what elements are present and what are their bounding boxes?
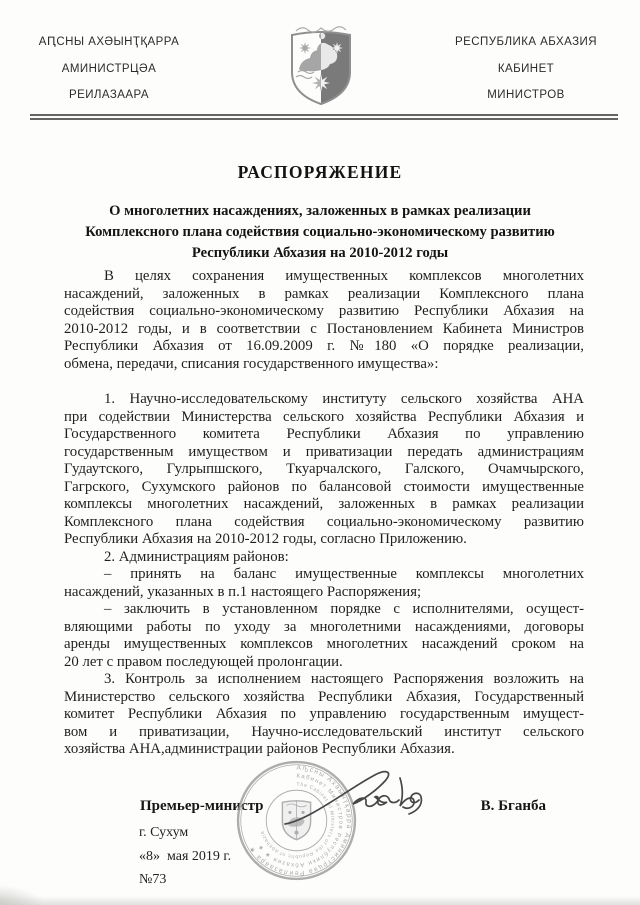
seal-outer-ring-text: Аҧсны Ахәынҭқарра Аминистрцәа Реилазаара ★: [247, 764, 353, 877]
text-line: МИНИСТРОВ: [487, 89, 565, 101]
text-line: Комплексного плана содействия социально-экономическому развитию: [64, 513, 584, 530]
signature-icon: [281, 766, 449, 830]
header-russian: [446, 29, 606, 109]
text-line: хозяйства АНА,администрации районов Республики Абхазия.: [64, 741, 455, 757]
text-line: 3. Контроль за исполнением настоящего Распоряжения возложить на: [104, 671, 584, 687]
text-line: Гудаутского, Гулрыпшского, Ткуарчалского, Галского, Очамчырского,: [64, 461, 584, 477]
text-line: – принять на баланс имущественные комплексы многолетних: [104, 566, 584, 582]
text-line: В целях сохранения имущественных комплексов многолетних: [104, 268, 584, 284]
header-abkhazian: [22, 29, 196, 109]
doc-title: РАСПОРЯЖЕНИЕ: [237, 162, 403, 182]
paragraph-preamble: [64, 268, 584, 373]
doc-body: [64, 268, 584, 759]
text-line: насаждений, указанных в п.1 настоящего Распоряжения;: [64, 583, 422, 600]
text-line: 20 лет с правом последующей пролонгации.: [64, 653, 343, 670]
text-line: Комплексного плана содействия социально-экономическому развитию: [85, 224, 555, 240]
text-line: 1. Научно-исследовательскому институту сельского хозяйства АНА: [104, 391, 584, 407]
paragraph-item-3: [64, 671, 584, 759]
text-line: АԤСНЫ АХӘЫНҬҚАРРА: [38, 36, 180, 48]
text-line: комплексы многолетних насаждений, заложенных в рамках реализации: [64, 496, 584, 512]
place-line: г. Сухум: [139, 825, 189, 840]
text-line: Государственного комитета Республики Абхазия по управлению: [64, 426, 584, 442]
text-line: Республики Абхазия на 2010-2012 годы, согласно Приложению.: [64, 531, 467, 547]
signatory-name: В. Бганба: [480, 798, 546, 814]
date-line: «8» мая 2019 г.: [139, 848, 232, 864]
text-line: содействия социально-экономическому развитию Республики Абхазия на: [64, 303, 584, 319]
paragraph-item-2: [64, 549, 584, 672]
seal-inner-ring-text: The Cabinet of Ministers of the Republic of Abkhazia: [259, 781, 336, 860]
text-line: – заключить в установленном порядке с исполнителями, осущест-: [104, 601, 584, 617]
text-line: О многолетних насаждениях, заложенных в рамках реализации: [109, 203, 531, 219]
text-line: государственным имуществом и приватизации передать администрациям: [64, 443, 584, 460]
text-line: Министерство сельского хозяйства Республики Абхазия, Государственный: [64, 688, 584, 705]
text-line: 2. Администрациям районов:: [104, 548, 289, 565]
text-line: 2010-2012 годы, и в соответствии с Постановлением Кабинета Министров: [64, 320, 584, 337]
text-line: КАБИНЕТ: [497, 62, 555, 75]
text-line: АМИНИСТРЦӘА: [61, 62, 157, 75]
scan-edge-shadow: [0, 896, 640, 905]
text-line: насаждений, заложенных в рамках реализации Комплексного плана: [64, 285, 584, 302]
signatory-role: Премьер-министр: [140, 798, 264, 814]
text-line: Гагрского, Сухумского районов по балансовой стоимости имущественные: [64, 478, 584, 495]
text-line: обмена, передачи, списания государственного имущества»:: [64, 355, 439, 372]
paragraph-item-1: [64, 391, 584, 549]
number-line: №73: [139, 872, 167, 887]
text-line: при содействии Министерства сельского хозяйства Республики Абхазия и: [64, 408, 584, 425]
text-line: комитет Республики Абхазия по управлению государственным имущест-: [64, 706, 584, 722]
scan-corner-smudge: [0, 885, 44, 905]
header-divider: [30, 114, 618, 120]
text-line: РЕИЛАЗААРА: [68, 89, 150, 101]
text-line: аренды имущественных комплексов многолетних насаждений сроком на: [64, 636, 584, 652]
text-line: РЕСПУБЛИКА АБХАЗИЯ: [455, 36, 597, 48]
text-line: вляющими работы по уходу за многолетними насаждениями, договоры: [64, 618, 584, 635]
coat-of-arms-icon: [286, 24, 356, 108]
doc-subtitle: [40, 201, 600, 264]
text-line: Республики Абхазия на 2010-2012 годы: [191, 245, 449, 261]
seal-middle-ring-text: Кабинет Министров Республики Абхазия ★ ★: [256, 773, 344, 868]
text-line: Республики Абхазия от 16.09.2009 г. №180 «О порядке реализации,: [64, 338, 584, 354]
text-line: вом и приватизации, Научно-исследовательский институт сельского: [64, 723, 584, 740]
doc-meta: [139, 826, 231, 897]
